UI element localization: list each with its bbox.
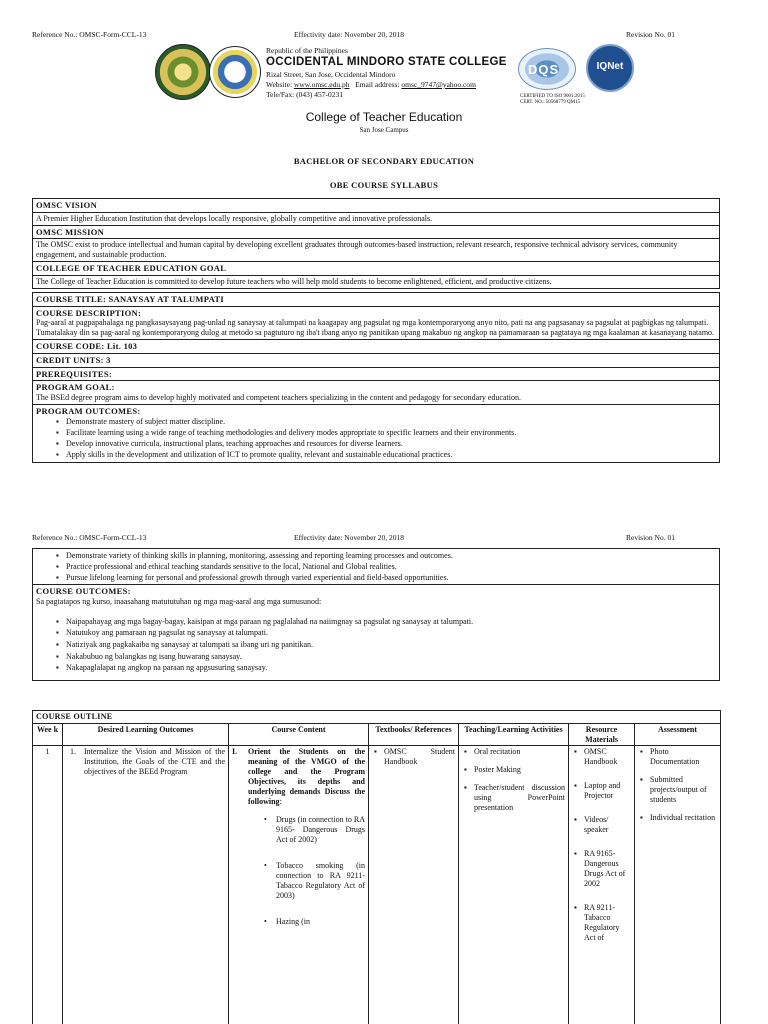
assessment-item: ▪ Submitted projects/output of students: [640, 775, 717, 805]
cert-caption-2: CERT. NO.: 50568779 QM15: [520, 100, 581, 105]
assessment-item: ▪ Individual recitation: [640, 813, 717, 823]
col-textbooks: Textbooks/ References: [369, 724, 459, 746]
course-outcome-item: ▪ Naipapahayag ang mga bagay-bagay, kaisipan at mga paraan ng paglalahad na naiimgnay sa pagsulat ng sanaysay at talumpati.: [56, 616, 716, 628]
course-info-table: [32, 292, 720, 463]
cert-caption-1: CERTIFIED TO ISO 9001:2015: [520, 94, 585, 99]
vision-text: A Premier Higher Education Institution that develops locally responsive, globally competitive and innovative professionals.: [33, 213, 719, 226]
col-content: Course Content: [229, 724, 369, 746]
program-outcome-item: ▪ Demonstrate variety of thinking skills in planning, monitoring, assessing and reporting learning processes and outcomes.: [56, 550, 716, 561]
content-item: • Tobacco smoking (in connection to RA 9211-Tabacco Regulatory Act of 2003): [264, 861, 365, 901]
iqnet-cert-logo-text: IQNet: [596, 61, 624, 72]
col-resources: Resource Materials: [569, 724, 635, 746]
content-item: • Hazing (in: [264, 917, 365, 927]
dlo-number: 1.: [70, 747, 76, 757]
resource-item: ▪ OMSC Handbook: [574, 747, 631, 767]
activity-item: ▪ Oral recitation: [464, 747, 565, 757]
activity-item: ▪ Poster Making: [464, 765, 565, 775]
course-outcome-item: ▪ Nakapaglalapat ng angkop na paraan ng apgsusuring sanaysay.: [56, 662, 716, 674]
program-outcome-item: ▪ Demonstrate mastery of subject matter discipline.: [56, 416, 716, 427]
course-outcomes-label: COURSE OUTCOMES:: [36, 586, 131, 597]
activities-cell: [459, 746, 569, 1024]
program-title: BACHELOR OF SECONDARY EDUCATION: [293, 156, 475, 166]
col-assessment: Assessment: [635, 724, 721, 746]
cte-goal-text: The College of Teacher Education is committed to develop future teachers who will help mold students to become enlightened, efficient, and productive citizens.: [36, 276, 552, 286]
resources-cell: [569, 746, 635, 1024]
republic-line: Republic of the Philippines: [266, 46, 348, 55]
content-heading: Orient the Students on the meaning of the VMGO of the college and the Program Objectives, its depths and underlying demands Discuss the following:: [248, 747, 365, 807]
effectivity-date: Effectivity date: November 20, 2018: [294, 30, 405, 39]
program-outcome-item: ▪ Apply skills in the development and utilization of ICT to promote quality, relevant and sustainable educational practices.: [56, 449, 716, 460]
course-outline-table: [32, 710, 721, 1024]
content-cell: [229, 746, 369, 1024]
col-activities: Teaching/Learning Activities: [459, 724, 569, 746]
program-outcome-item: ▪ Pursue lifelong learning for personal and professional growth through varied experiential and field-based opportunities.: [56, 572, 716, 583]
ref-number-p2: Reference No.: OMSC-Form-CCL-13: [32, 533, 147, 542]
course-code: COURSE CODE: Lit. 103: [33, 340, 719, 354]
week-number: 1: [33, 746, 63, 1024]
course-outcomes: [33, 585, 719, 680]
program-outcomes: [33, 405, 719, 462]
course-desc-label: COURSE DESCRIPTION:: [36, 307, 142, 318]
effectivity-date-p2: Effectivity date: November 20, 2018: [294, 533, 405, 542]
college-address: Rizal Street, San Jose, Occidental Mindoro: [266, 70, 396, 79]
revision-number-p2: Revision No. 01: [626, 533, 675, 542]
dqs-cert-logo-text: DQS: [528, 62, 560, 77]
course-outcome-item: ▪ Natutukoy ang pamaraan ng pagsulat ng sanaysay at talumpati.: [56, 627, 716, 639]
college-seal-logo: [155, 44, 211, 100]
ref-number: Reference No.: OMSC-Form-CCL-13: [32, 30, 147, 39]
resource-item: ▪ Videos/ speaker: [574, 815, 631, 835]
resource-item: ▪ RA 9211-Tabacco Regulatory Act of: [574, 903, 631, 943]
vision-label: OMSC VISION: [33, 199, 719, 213]
course-outline-title: COURSE OUTLINE: [33, 711, 721, 724]
mission-label: OMSC MISSION: [33, 226, 719, 240]
syllabus-title: OBE COURSE SYLLABUS: [329, 180, 439, 190]
revision-number: Revision No. 01: [626, 30, 675, 39]
program-outcome-item: ▪ Practice professional and ethical teaching standards sensitive to the local, National and Global realities.: [56, 561, 716, 572]
website-label: Website:: [266, 80, 293, 89]
course-outcome-item: ▪ Nakabubuo ng balangkas ng isang huwarang sanaysay.: [56, 651, 716, 663]
program-goal-label: PROGRAM GOAL:: [36, 382, 115, 393]
col-dlo: Desired Learning Outcomes: [63, 724, 229, 746]
program-outcomes-continued: [33, 549, 719, 585]
campus-name: San Jose Campus: [359, 126, 409, 134]
outcomes-table: [32, 548, 720, 681]
contact-line: [266, 80, 476, 89]
textbooks-cell: [369, 746, 459, 1024]
textbook-item: ▪ OMSC Student Handbook: [374, 747, 455, 767]
table-row: [33, 746, 721, 1024]
cte-title: College of Teacher Education: [305, 110, 463, 124]
course-outcome-item: ▪ Natiziyak ang pagkakaiba ng sanaysay at talumpati sa ibang uri ng panitikan.: [56, 639, 716, 651]
assessment-item: ▪ Photo Documentation: [640, 747, 717, 767]
assessment-cell: [635, 746, 721, 1024]
dlo-text: Internalize the Vision and Mission of the Institution, the Goals of the CTE and the objectives of the BEEd Program: [84, 747, 225, 777]
email-label: Email address:: [355, 80, 400, 89]
program-goal-text: The BSEd degree program aims to develop highly motivated and competent teachers specializing in the content and pedagogy for secondary education.: [36, 392, 521, 402]
course-description: [33, 307, 719, 341]
course-desc-text: Pag-aaral at pagpapahalaga ng pangkasaysayang pag-unlad ng sanaysay at talumpati na kaagapay ang pagsulat ng mga kontemporaryong anyo nito, pati na ang pagsasanay sa pagsulat at pagbigkas ng talumpati. Tumatalakay din sa pag-aaral ng kontemporaryong dulog at metodo sa pagtuturo ng iba't ibang anyo ng panitikan upang makabuo ng angkop na pamamaraan sa pagtataya ng mga kaalaman at kasanayang natamo.: [36, 318, 715, 338]
col-week: Wee k: [33, 724, 63, 746]
course-outcomes-intro: Sa pagtatapos ng kurso, inaasahang matututuhan ng mga mag-aaral ang mga sumusunod:: [36, 596, 322, 606]
cte-goal-label: COLLEGE OF TEACHER EDUCATION GOAL: [33, 262, 719, 276]
program-goal: [33, 381, 719, 405]
activity-item: ▪ Teacher/student discussion using PowerPoint presentation: [464, 783, 565, 813]
college-name: OCCIDENTAL MINDORO STATE COLLEGE: [266, 56, 507, 68]
email-link[interactable]: omsc_9747@yahoo.com: [401, 80, 476, 89]
program-outcomes-label: PROGRAM OUTCOMES:: [36, 405, 141, 416]
prerequisites: PREREQUISITES:: [33, 368, 719, 382]
dlo-cell: [63, 746, 229, 1024]
telefax: Tele/Fax: (043) 457-0231: [266, 90, 343, 99]
content-item: • Drugs (in connection to RA 9165- Dangerous Drugs Act of 2002): [264, 815, 365, 845]
mission-text: The OMSC exist to produce intellectual and human capital by developing excellent graduates through outcomes-based instruction, relevant research, responsive technical advisory services, community engagement, and sustainable production.: [33, 239, 719, 262]
resource-item: ▪ RA 9165-Dangerous Drugs Act of 2002: [574, 849, 631, 889]
course-title: COURSE TITLE: SANAYSAY AT TALUMPATI: [33, 293, 719, 307]
institution-seal-logo: [209, 46, 261, 98]
vmgo-table: [32, 198, 720, 289]
resource-item: ▪ Laptop and Projector: [574, 781, 631, 801]
outline-header-row: [33, 724, 721, 746]
content-number: I.: [232, 747, 238, 757]
program-outcome-item: ▪ Develop innovative curricula, instructional plans, teaching approaches and resources for diverse learners.: [56, 438, 716, 449]
credit-units: CREDIT UNITS: 3: [33, 354, 719, 368]
website-link[interactable]: www.omsc.edu.ph: [293, 80, 350, 89]
program-outcome-item: ▪ Facilitate learning using a wide range of teaching methodologies and delivery modes appropriate to specific learners and their environments.: [56, 427, 716, 438]
